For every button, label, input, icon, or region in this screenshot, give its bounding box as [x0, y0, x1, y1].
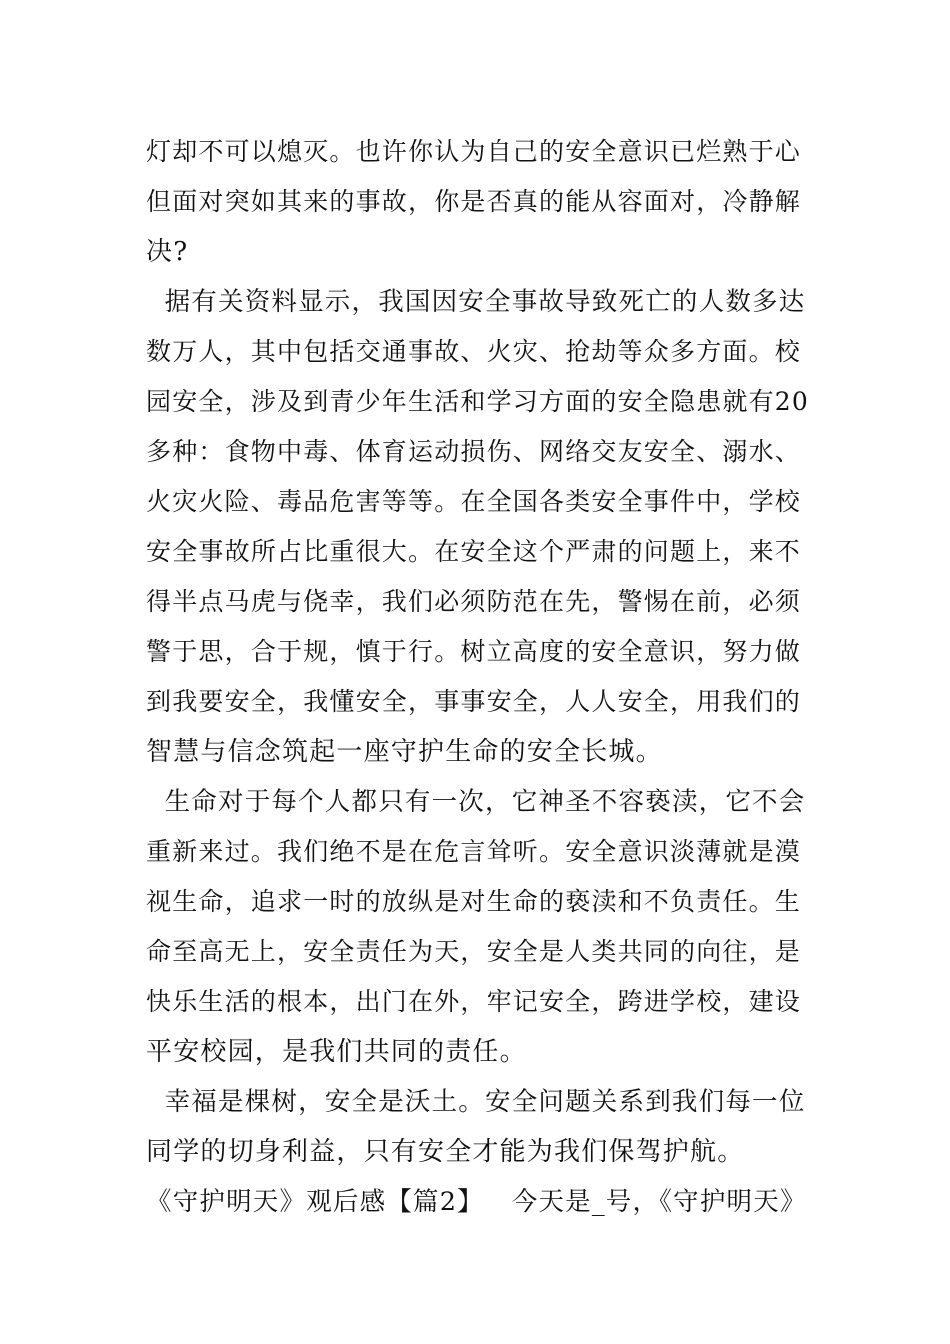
- text-line: 决?: [146, 237, 189, 267]
- text-line: 数万人，其中包括交通事故、火灾、抢劫等众多方面。校: [146, 337, 802, 366]
- text-line: 智慧与信念筑起一座守护生命的安全长城。: [146, 737, 663, 767]
- text-line: 《守护明天》观后感【篇2】 今天是_号，《守护明天》: [146, 1187, 807, 1217]
- text-line: 火灾火险、毒品危害等等。在全国各类安全事件中，学校: [146, 487, 802, 516]
- text-line: 灯却不可以熄灭。也许你认为自己的安全意识已烂熟于心: [146, 137, 802, 166]
- text-line: 生命对于每个人都只有一次，它神圣不容亵渎，它不会: [146, 787, 806, 817]
- text-line: 幸福是棵树，安全是沃土。安全问题关系到我们每一位: [146, 1087, 806, 1117]
- text-line: 快乐生活的根本，出门在外，牢记安全，跨进学校，建设: [146, 987, 802, 1016]
- text-line: 平安校园，是我们共同的责任。: [146, 1037, 527, 1067]
- text-line: 得半点马虎与侥幸，我们必须防范在先，警惕在前，必须: [146, 587, 802, 616]
- text-line: 园安全，涉及到青少年生活和学习方面的安全隐患就有20: [146, 387, 810, 416]
- text-line: 多种：食物中毒、体育运动损伤、网络交友安全、溺水、: [146, 437, 802, 466]
- text-line: 警于思，合于规，慎于行。树立高度的安全意识，努力做: [146, 637, 802, 666]
- text-line: 视生命，追求一时的放纵是对生命的亵渎和不负责任。生: [146, 887, 802, 916]
- text-line: 命至高无上，安全责任为天，安全是人类共同的向往，是: [146, 937, 802, 966]
- text-line: 安全事故所占比重很大。在安全这个严肃的问题上，来不: [146, 537, 802, 566]
- text-line: 但面对突如其来的事故，你是否真的能从容面对，冷静解: [146, 187, 802, 216]
- text-line: 重新来过。我们绝不是在危言耸听。安全意识淡薄就是漠: [146, 837, 802, 866]
- text-line: 据有关资料显示，我国因安全事故导致死亡的人数多达: [146, 287, 806, 317]
- text-line: 同学的切身利益，只有安全才能为我们保驾护航。: [146, 1137, 745, 1167]
- text-line: 到我要安全，我懂安全，事事安全，人人安全，用我们的: [146, 687, 802, 716]
